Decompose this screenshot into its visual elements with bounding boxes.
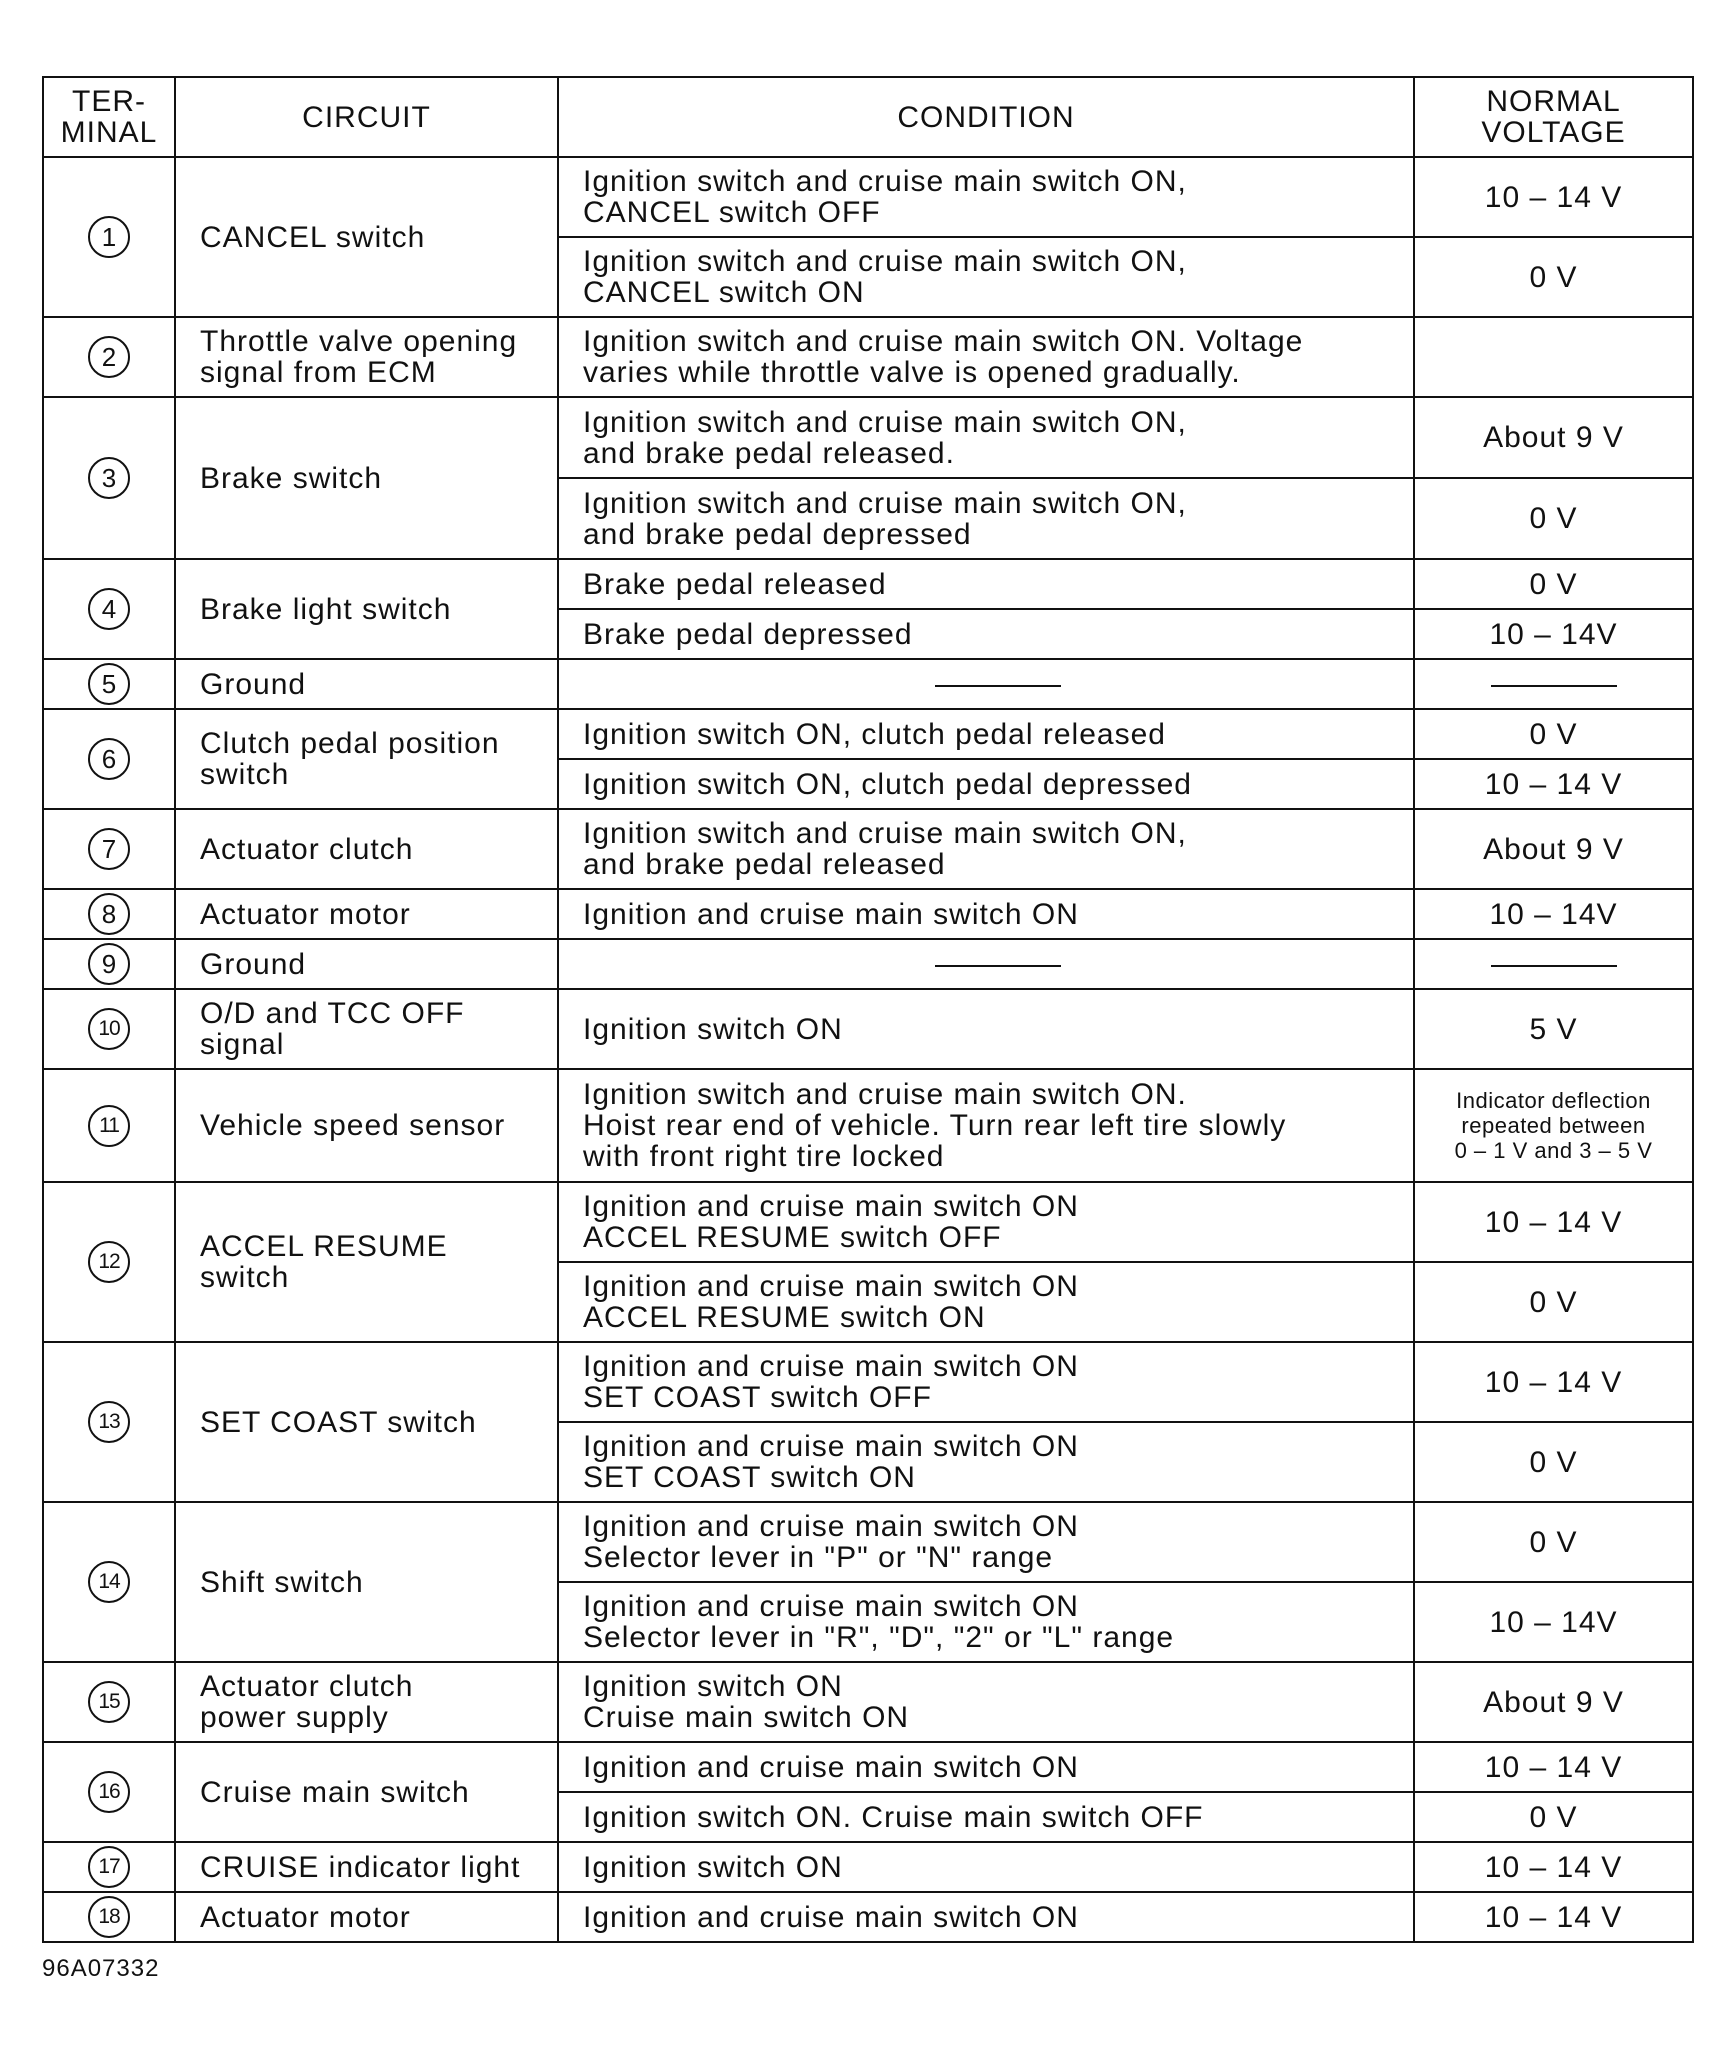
terminal-cell	[43, 317, 175, 397]
terminal-number: 17	[88, 1846, 130, 1888]
circuit-cell: Throttle valve opening signal from ECM	[175, 317, 558, 397]
voltage-cell-empty	[1414, 659, 1693, 709]
terminal-number: 6	[88, 738, 130, 780]
condition-cell: Ignition switch ON, clutch pedal released	[558, 709, 1414, 759]
circuit-cell: Vehicle speed sensor	[175, 1069, 558, 1182]
terminal-number: 13	[88, 1401, 130, 1443]
not-applicable-dash	[1491, 965, 1617, 967]
table-row	[43, 1069, 1693, 1182]
terminal-cell	[43, 989, 175, 1069]
voltage-cell: 0 V	[1414, 1502, 1693, 1582]
terminal-cell	[43, 809, 175, 889]
table-row	[43, 559, 1693, 609]
not-applicable-dash	[935, 965, 1061, 967]
header-voltage: NORMAL VOLTAGE	[1414, 77, 1693, 157]
voltage-cell: 10 – 14 V	[1414, 1182, 1693, 1262]
terminal-number: 4	[88, 588, 130, 630]
condition-cell: Ignition switch and cruise main switch ON, and brake pedal depressed	[558, 478, 1414, 559]
condition-cell: Ignition switch and cruise main switch ON, and brake pedal released.	[558, 397, 1414, 478]
condition-cell: Ignition and cruise main switch ON ACCEL RESUME switch OFF	[558, 1182, 1414, 1262]
terminal-cell	[43, 1182, 175, 1342]
terminal-number: 7	[88, 828, 130, 870]
circuit-cell: CRUISE indicator light	[175, 1842, 558, 1892]
condition-cell: Ignition and cruise main switch ON SET COAST switch OFF	[558, 1342, 1414, 1422]
table-row	[43, 709, 1693, 759]
not-applicable-dash	[935, 685, 1061, 687]
terminal-number: 12	[88, 1241, 130, 1283]
circuit-cell: Brake light switch	[175, 559, 558, 659]
condition-cell: Ignition switch ON. Cruise main switch OFF	[558, 1792, 1414, 1842]
circuit-cell: ACCEL RESUME switch	[175, 1182, 558, 1342]
circuit-cell: Ground	[175, 659, 558, 709]
table-row	[43, 1742, 1693, 1792]
terminal-number: 9	[88, 943, 130, 985]
header-condition: CONDITION	[558, 77, 1414, 157]
table-row	[43, 809, 1693, 889]
figure-code: 96A07332	[42, 1955, 160, 1982]
condition-cell: Brake pedal depressed	[558, 609, 1414, 659]
condition-cell: Ignition switch and cruise main switch ON, CANCEL switch OFF	[558, 157, 1414, 237]
terminal-number: 14	[88, 1561, 130, 1603]
terminal-number: 11	[88, 1105, 130, 1147]
condition-cell: Ignition switch ON Cruise main switch ON	[558, 1662, 1414, 1742]
terminal-number: 16	[88, 1771, 130, 1813]
circuit-cell: Actuator motor	[175, 889, 558, 939]
terminal-number: 1	[88, 216, 130, 258]
terminal-cell	[43, 559, 175, 659]
terminal-number: 5	[88, 663, 130, 705]
condition-cell: Ignition and cruise main switch ON SET COAST switch ON	[558, 1422, 1414, 1502]
condition-cell: Ignition and cruise main switch ON Selector lever in "P" or "N" range	[558, 1502, 1414, 1582]
circuit-cell: O/D and TCC OFF signal	[175, 989, 558, 1069]
terminal-cell	[43, 709, 175, 809]
condition-cell: Ignition switch and cruise main switch ON, CANCEL switch ON	[558, 237, 1414, 317]
condition-cell-empty	[558, 659, 1414, 709]
voltage-cell: 0 V	[1414, 1792, 1693, 1842]
terminal-number: 2	[88, 336, 130, 378]
terminal-cell	[43, 1842, 175, 1892]
terminal-number: 3	[88, 457, 130, 499]
circuit-cell: Shift switch	[175, 1502, 558, 1662]
table-row	[43, 889, 1693, 939]
condition-cell: Ignition switch ON	[558, 1842, 1414, 1892]
table-row	[43, 989, 1693, 1069]
terminal-cell	[43, 1892, 175, 1942]
voltage-cell: 10 – 14 V	[1414, 157, 1693, 237]
voltage-cell: About 9 V	[1414, 1662, 1693, 1742]
circuit-cell: Actuator clutch	[175, 809, 558, 889]
condition-cell: Brake pedal released	[558, 559, 1414, 609]
condition-cell-empty	[558, 939, 1414, 989]
voltage-cell: 10 – 14 V	[1414, 1742, 1693, 1792]
voltage-cell: 0 V	[1414, 478, 1693, 559]
condition-cell: Ignition switch and cruise main switch ON. Voltage varies while throttle valve is opened gradually.	[558, 317, 1414, 397]
voltage-cell: 5 V	[1414, 989, 1693, 1069]
circuit-cell: CANCEL switch	[175, 157, 558, 317]
condition-cell: Ignition switch ON	[558, 989, 1414, 1069]
table-row	[43, 659, 1693, 709]
header-circuit: CIRCUIT	[175, 77, 558, 157]
voltage-cell: 10 – 14 V	[1414, 1892, 1693, 1942]
circuit-cell: Actuator clutch power supply	[175, 1662, 558, 1742]
condition-cell: Ignition and cruise main switch ON	[558, 889, 1414, 939]
terminal-number: 15	[88, 1681, 130, 1723]
voltage-cell: 0 V	[1414, 1262, 1693, 1342]
terminal-cell	[43, 1742, 175, 1842]
table-row	[43, 1342, 1693, 1422]
voltage-cell	[1414, 317, 1693, 397]
table-row	[43, 317, 1693, 397]
table-row	[43, 1892, 1693, 1942]
voltage-cell: 0 V	[1414, 559, 1693, 609]
table-row	[43, 1502, 1693, 1582]
condition-cell: Ignition and cruise main switch ON	[558, 1892, 1414, 1942]
voltage-cell: 10 – 14 V	[1414, 1342, 1693, 1422]
condition-cell: Ignition and cruise main switch ON Selector lever in "R", "D", "2" or "L" range	[558, 1582, 1414, 1662]
condition-cell: Ignition switch and cruise main switch ON, and brake pedal released	[558, 809, 1414, 889]
voltage-cell: 0 V	[1414, 237, 1693, 317]
terminal-cell	[43, 1069, 175, 1182]
header-row	[43, 77, 1693, 157]
circuit-cell: Actuator motor	[175, 1892, 558, 1942]
circuit-cell: Brake switch	[175, 397, 558, 559]
circuit-cell: Clutch pedal position switch	[175, 709, 558, 809]
circuit-cell: Ground	[175, 939, 558, 989]
terminal-cell	[43, 1342, 175, 1502]
table-row	[43, 397, 1693, 478]
terminal-cell	[43, 889, 175, 939]
voltage-cell: About 9 V	[1414, 397, 1693, 478]
voltage-cell: Indicator deflection repeated between 0 – 1 V and 3 – 5 V	[1414, 1069, 1693, 1182]
voltage-cell-empty	[1414, 939, 1693, 989]
voltage-cell: 0 V	[1414, 709, 1693, 759]
terminal-cell	[43, 1662, 175, 1742]
voltage-cell: 10 – 14V	[1414, 889, 1693, 939]
voltage-cell: 10 – 14V	[1414, 1582, 1693, 1662]
condition-cell: Ignition and cruise main switch ON	[558, 1742, 1414, 1792]
terminal-number: 18	[88, 1896, 130, 1938]
terminal-cell	[43, 1502, 175, 1662]
header-terminal: TER- MINAL	[43, 77, 175, 157]
terminal-number: 10	[88, 1008, 130, 1050]
table-row	[43, 939, 1693, 989]
voltage-cell: 10 – 14V	[1414, 609, 1693, 659]
circuit-cell: SET COAST switch	[175, 1342, 558, 1502]
terminal-cell	[43, 397, 175, 559]
terminal-number: 8	[88, 893, 130, 935]
spec-table	[42, 76, 1694, 1943]
terminal-cell	[43, 939, 175, 989]
table-row	[43, 1842, 1693, 1892]
voltage-cell: About 9 V	[1414, 809, 1693, 889]
condition-cell: Ignition and cruise main switch ON ACCEL RESUME switch ON	[558, 1262, 1414, 1342]
condition-cell: Ignition switch ON, clutch pedal depressed	[558, 759, 1414, 809]
terminal-cell	[43, 659, 175, 709]
voltage-cell: 10 – 14 V	[1414, 1842, 1693, 1892]
voltage-cell: 0 V	[1414, 1422, 1693, 1502]
voltage-cell: 10 – 14 V	[1414, 759, 1693, 809]
condition-cell: Ignition switch and cruise main switch ON. Hoist rear end of vehicle. Turn rear left tire slowly with front right tire locked	[558, 1069, 1414, 1182]
terminal-voltage-table	[42, 76, 1692, 1943]
table-row	[43, 157, 1693, 237]
table-row	[43, 1662, 1693, 1742]
terminal-cell	[43, 157, 175, 317]
circuit-cell: Cruise main switch	[175, 1742, 558, 1842]
not-applicable-dash	[1491, 685, 1617, 687]
table-row	[43, 1182, 1693, 1262]
